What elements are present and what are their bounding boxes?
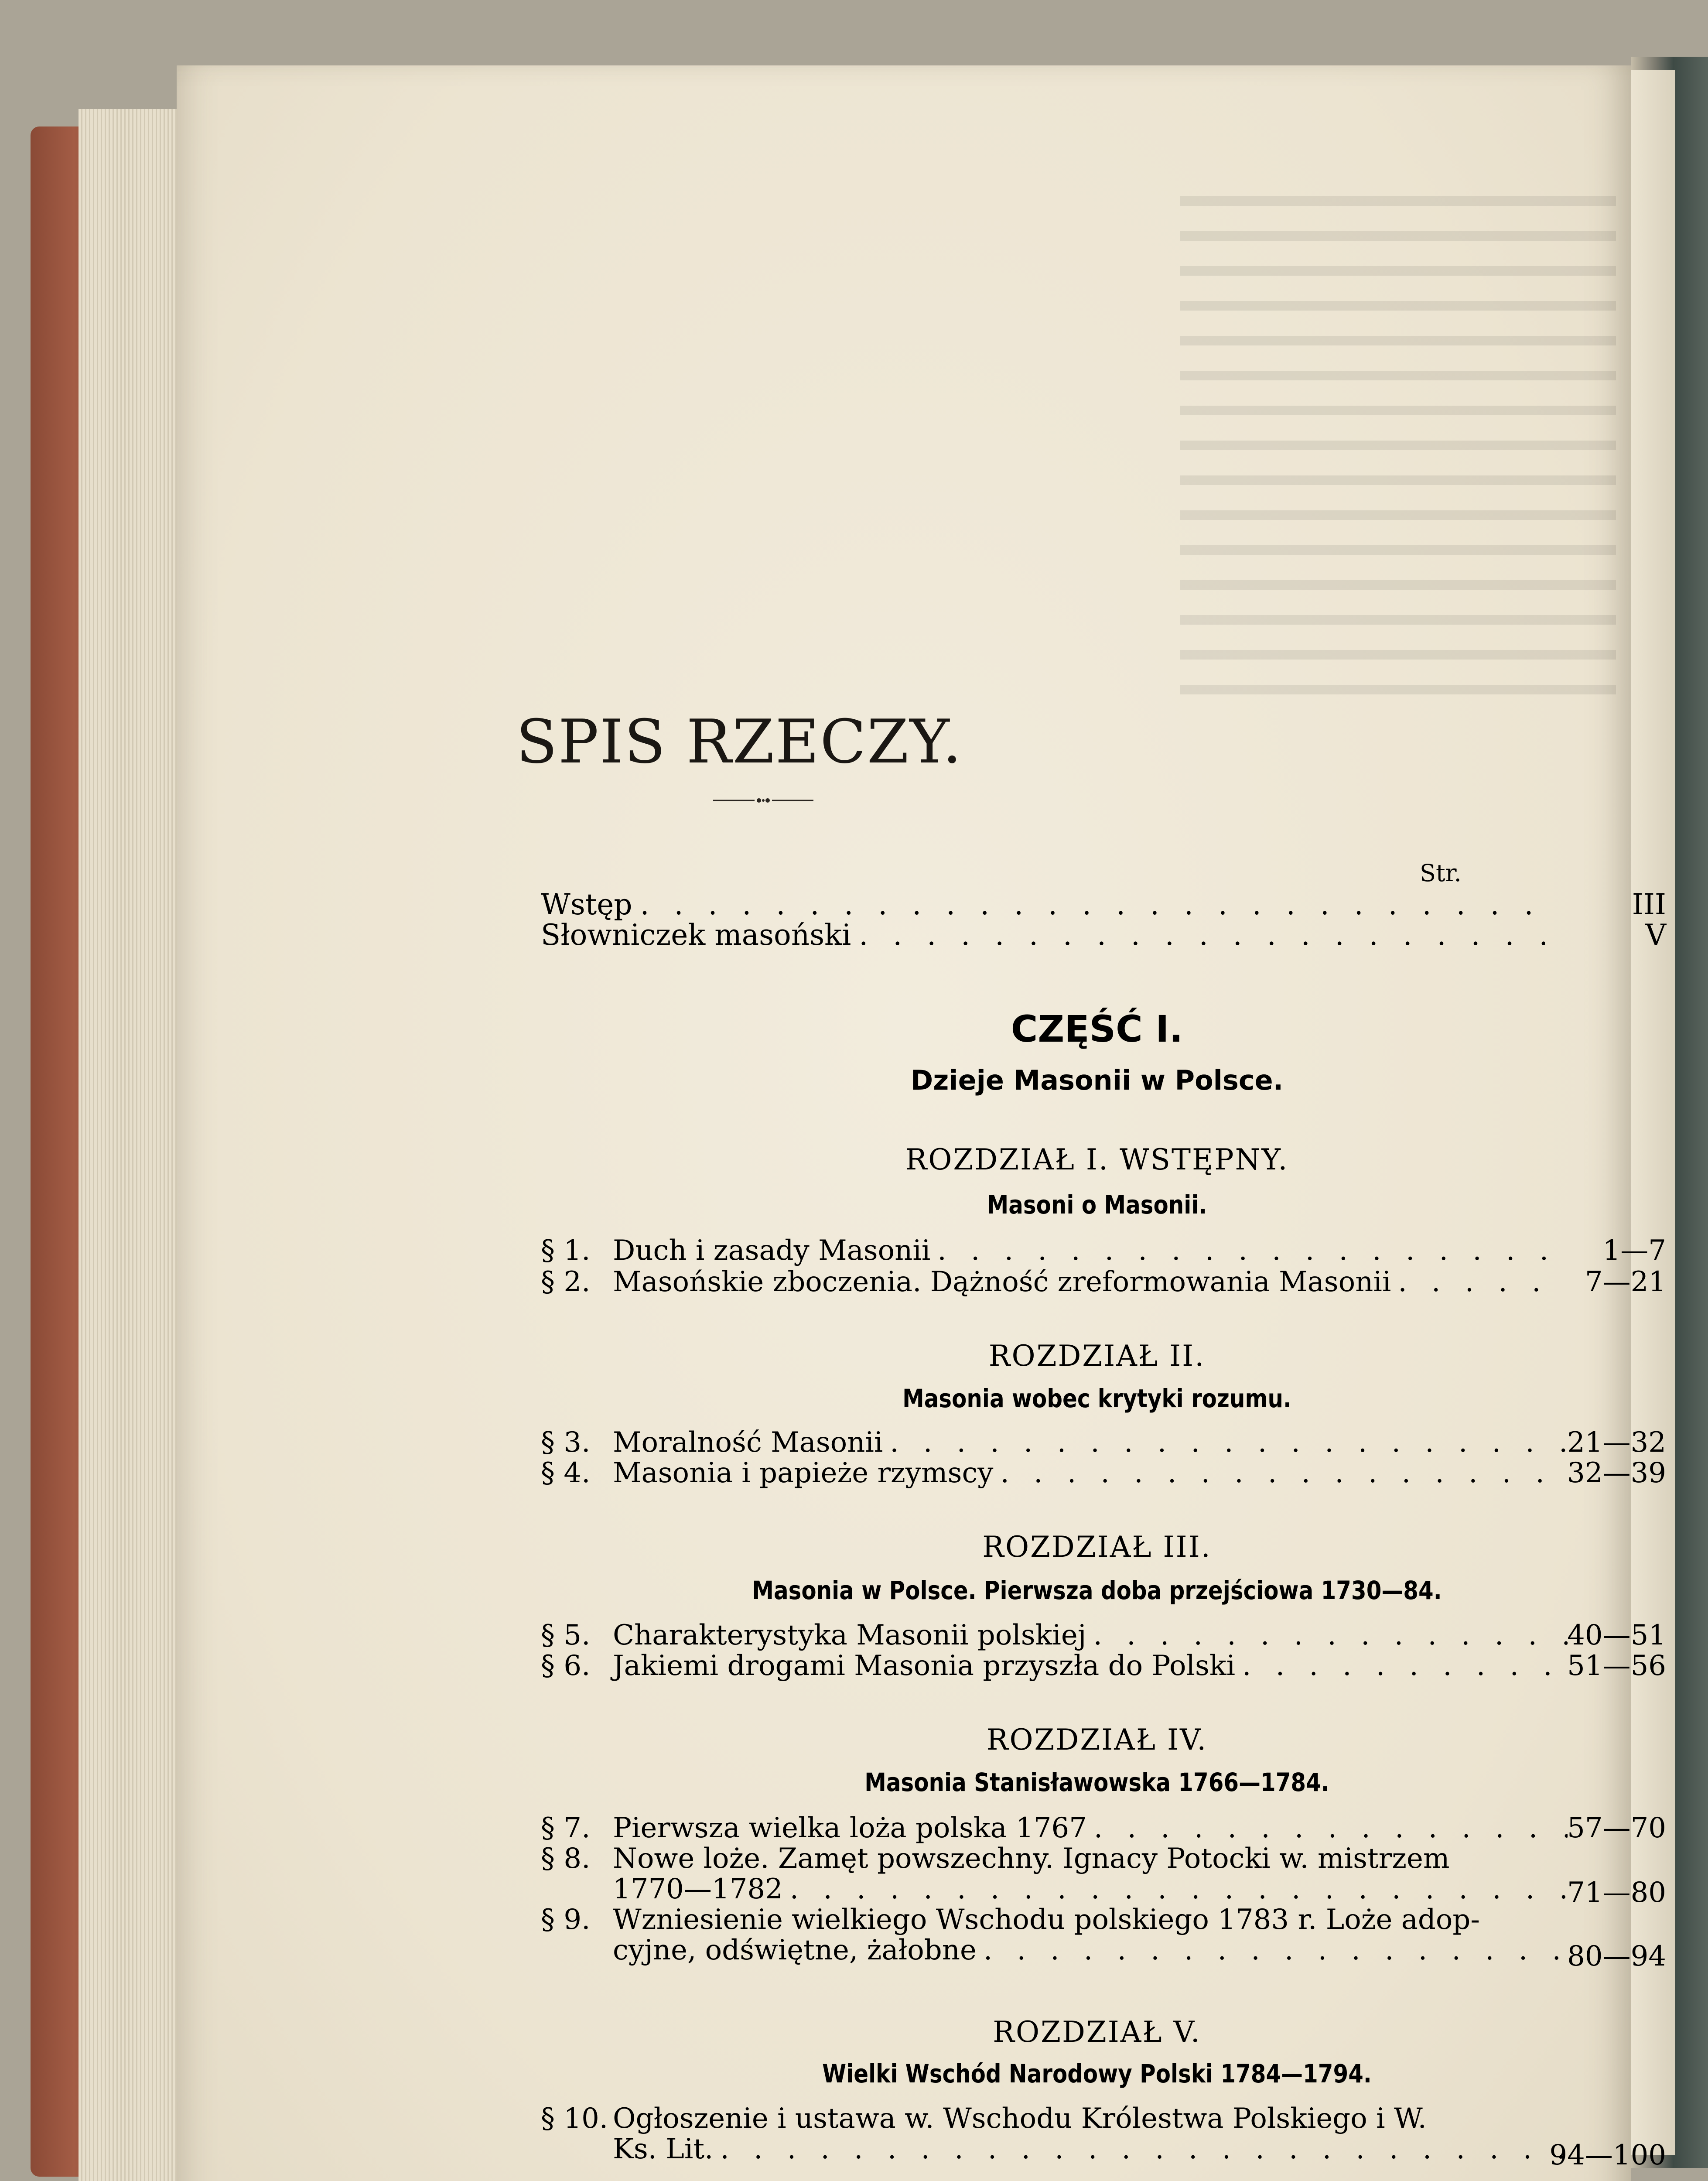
chapter-subtitle: Masonia Stanisławowska 1766—1784.: [864, 1767, 1329, 1797]
leader-dots: [859, 918, 1545, 952]
entry-title: Moralność Masonii: [613, 1426, 883, 1459]
page-column-label: Str.: [1420, 859, 1462, 887]
leader-dots: [1398, 1266, 1568, 1298]
toc-entry: [541, 1234, 1666, 1269]
leader-dots: [720, 2133, 1568, 2165]
page-range: 40—51: [1567, 1619, 1666, 1651]
toc-entry: [541, 1266, 1666, 1301]
section-number: § 8.: [541, 1843, 591, 1875]
part-subtitle: Dzieje Masonii w Polsce.: [910, 1064, 1284, 1096]
page-range: 94—100: [1549, 2139, 1666, 2171]
leader-dots: [984, 1934, 1568, 1966]
page-range: 71—80: [1567, 1877, 1666, 1909]
page-range: 1—7: [1602, 1234, 1666, 1267]
chapter-subtitle: Masonia wobec krytyki rozumu.: [902, 1384, 1291, 1413]
chapter-title: ROZDZIAŁ V.: [993, 2015, 1201, 2049]
chapter-title: ROZDZIAŁ III.: [982, 1530, 1212, 1564]
entry-title-continued: 1770—1782: [613, 1873, 783, 1905]
entry-title: Nowe loże. Zamęt powszechny. Ignacy Potocki w. mistrzem: [613, 1843, 1450, 1875]
front-matter-row: [541, 918, 1666, 952]
entry-title: Masonia i papieże rzymscy: [613, 1457, 994, 1489]
entry-title: Masońskie zboczenia. Dążność zreformowania Masonii: [613, 1266, 1391, 1298]
page-title: SPIS RZECZY.: [516, 707, 963, 777]
entry-title: Ogłoszenie i ustawa w. Wschodu Królestwa Polskiego i W.: [613, 2102, 1427, 2135]
chapter-title: ROZDZIAŁ I. WSTĘPNY.: [905, 1143, 1289, 1176]
toc-entry: [541, 1457, 1666, 1492]
toc-entry: [541, 1426, 1666, 1461]
entry-title: Pierwsza wielka loża polska 1767: [613, 1812, 1087, 1844]
leader-dots: [1000, 1457, 1568, 1489]
ornament-divider: [713, 794, 813, 807]
chapter-subtitle: Masonia w Polsce. Pierwsza doba przejściowa 1730—84.: [752, 1576, 1442, 1605]
front-matter-row: [541, 888, 1666, 921]
toc-entry: [541, 1619, 1666, 1654]
page-range: 51—56: [1567, 1650, 1666, 1682]
leader-dots: [640, 888, 1545, 921]
part-title: CZĘŚĆ I.: [1011, 1008, 1183, 1050]
leader-dots: [1094, 1812, 1568, 1844]
show-through-text: [1180, 196, 1616, 720]
toc-entry: [541, 1812, 1666, 1847]
toc-entry: [541, 2102, 1666, 2171]
entry-title: Duch i zasady Masonii: [613, 1234, 931, 1267]
toc-entry: [541, 1843, 1666, 1908]
chapter-subtitle: Masoni o Masonii.: [987, 1190, 1207, 1220]
toc-entry: [541, 1904, 1666, 1972]
front-matter-label: Słowniczek masoński: [541, 918, 851, 952]
toc-entry: [541, 1650, 1666, 1685]
section-number: § 2.: [541, 1266, 591, 1298]
front-matter-label: Wstęp: [541, 888, 632, 921]
page-edges-left: [79, 109, 183, 2181]
entry-title-continued: Ks. Lit.: [613, 2133, 714, 2165]
page-number: III: [1632, 888, 1666, 921]
entry-title: Jakiemi drogami Masonia przyszła do Polski: [613, 1650, 1236, 1682]
entry-title-continued: cyjne, odświętne, żałobne: [613, 1934, 977, 1966]
leader-dots: [1093, 1619, 1568, 1651]
section-number: § 5.: [541, 1619, 591, 1651]
entry-title: Charakterystyka Masonii polskiej: [613, 1619, 1086, 1651]
chapter-title: ROZDZIAŁ II.: [988, 1339, 1206, 1373]
entry-title: Wzniesienie wielkiego Wschodu polskiego 1783 r. Loże adop-: [613, 1904, 1480, 1936]
leader-dots: [937, 1234, 1568, 1267]
page-number: V: [1645, 918, 1666, 952]
section-number: § 9.: [541, 1904, 591, 1936]
chapter-subtitle: Wielki Wschód Narodowy Polski 1784—1794.: [822, 2059, 1372, 2089]
section-number: § 4.: [541, 1457, 591, 1489]
section-number: § 3.: [541, 1426, 591, 1459]
leader-dots: [790, 1873, 1568, 1905]
leader-dots: [890, 1426, 1568, 1459]
section-number: § 10.: [541, 2102, 608, 2135]
chapter-title: ROZDZIAŁ IV.: [986, 1723, 1208, 1757]
book-page: [177, 65, 1666, 2181]
page-range: 57—70: [1567, 1812, 1666, 1844]
page-range: 7—21: [1585, 1266, 1666, 1298]
leader-dots: [1242, 1650, 1568, 1682]
page-range: 21—32: [1567, 1426, 1666, 1459]
page-range: 32—39: [1567, 1457, 1666, 1489]
section-number: § 7.: [541, 1812, 591, 1844]
section-number: § 6.: [541, 1650, 591, 1682]
page-range: 80—94: [1567, 1940, 1666, 1972]
section-number: § 1.: [541, 1234, 591, 1267]
